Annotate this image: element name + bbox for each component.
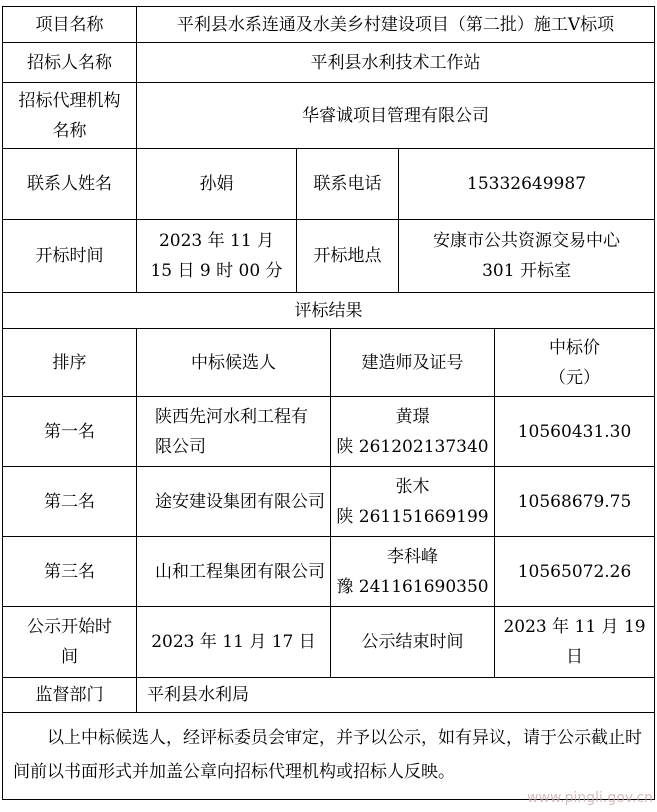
price: 10565072.26 <box>495 537 655 607</box>
rank: 第一名 <box>3 397 137 467</box>
project-name-label: 项目名称 <box>3 7 137 43</box>
rank: 第三名 <box>3 537 137 607</box>
builder-cert: 陕 261151669199 <box>336 506 489 527</box>
phone-label: 联系电话 <box>297 149 399 220</box>
publicity-end: 2023 年 11 月 19 日 <box>495 607 655 678</box>
row-supervision <box>3 678 655 713</box>
supervision-dept: 平利县水利局 <box>137 678 655 713</box>
open-place: 安康市公共资源交易中心 301 开标室 <box>399 220 655 293</box>
notice-text: 以上中标候选人，经评标委员会审定，并予以公示，如有异议，请于公示截止时间前以书面形式并加盖公章向招标代理机构或招标人反映。 <box>3 713 655 800</box>
header-builder: 建造师及证号 <box>331 329 495 397</box>
builder-cell <box>331 467 495 537</box>
table-row <box>3 467 655 537</box>
table-row <box>3 397 655 467</box>
header-rank: 排序 <box>3 329 137 397</box>
row-tenderer <box>3 43 655 83</box>
open-time-label: 开标时间 <box>3 220 137 293</box>
open-place-label: 开标地点 <box>297 220 399 293</box>
company: 山和工程集团有限公司 <box>137 537 331 607</box>
results-header-row <box>3 329 655 397</box>
price: 10568679.75 <box>495 467 655 537</box>
row-notice <box>3 713 655 800</box>
builder-cell <box>331 397 495 467</box>
phone: 15332649987 <box>399 149 655 220</box>
header-price: 中标价（元） <box>495 329 655 397</box>
row-agency <box>3 83 655 149</box>
builder-name: 李科峰 <box>387 546 438 567</box>
agency-label: 招标代理机构名称 <box>3 83 137 149</box>
row-opening <box>3 220 655 293</box>
results-section-title: 评标结果 <box>3 293 655 329</box>
publicity-end-label: 公示结束时间 <box>331 607 495 678</box>
tenderer: 平利县水利技术工作站 <box>137 43 655 83</box>
supervision-label: 监督部门 <box>3 678 137 713</box>
company: 陕西先河水利工程有限公司 <box>137 397 331 467</box>
builder-name: 黄璟 <box>395 406 430 427</box>
row-publicity <box>3 607 655 678</box>
row-project-name <box>3 7 655 43</box>
builder-cell <box>331 537 495 607</box>
company: 途安建设集团有限公司 <box>137 467 331 537</box>
price: 10560431.30 <box>495 397 655 467</box>
rank: 第二名 <box>3 467 137 537</box>
row-contact <box>3 149 655 220</box>
site-watermark: www.pingli.gov.cn <box>527 790 653 806</box>
builder-name: 张木 <box>395 476 430 497</box>
row-results-title <box>3 293 655 329</box>
header-company: 中标候选人 <box>137 329 331 397</box>
tenderer-label: 招标人名称 <box>3 43 137 83</box>
contact-name: 孙娟 <box>137 149 297 220</box>
publicity-start-label: 公示开始时间 <box>3 607 137 678</box>
builder-cert: 豫 241161690350 <box>336 576 489 597</box>
builder-cert: 陕 261202137340 <box>336 436 489 457</box>
contact-label: 联系人姓名 <box>3 149 137 220</box>
project-name: 平利县水系连通及水美乡村建设项目（第二批）施工Ⅴ标项 <box>137 7 655 43</box>
publicity-start: 2023 年 11 月 17 日 <box>137 607 331 678</box>
bid-result-table <box>2 6 655 800</box>
agency: 华睿诚项目管理有限公司 <box>137 83 655 149</box>
open-time: 2023 年 11 月 15 日 9 时 00 分 <box>137 220 297 293</box>
table-row <box>3 537 655 607</box>
